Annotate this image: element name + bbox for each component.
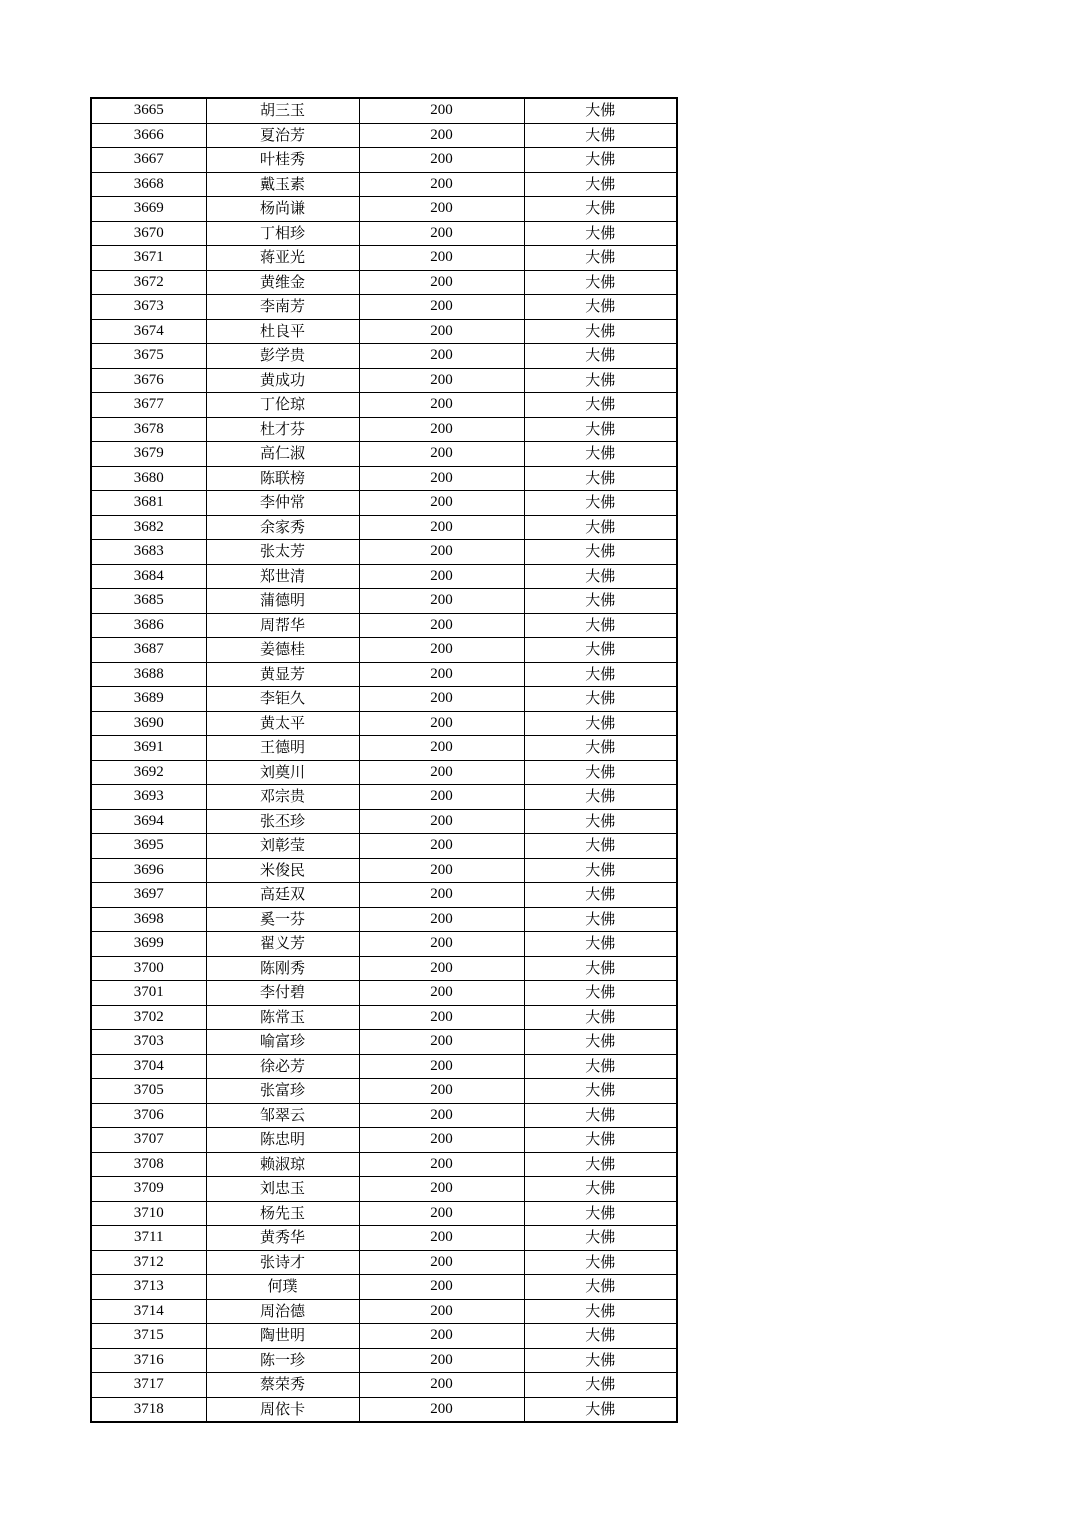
name-cell: 张富珍 bbox=[206, 1079, 359, 1104]
table-row bbox=[91, 1079, 677, 1104]
location-cell: 大佛 bbox=[524, 932, 677, 957]
location-cell: 大佛 bbox=[524, 1324, 677, 1349]
location-cell: 大佛 bbox=[524, 1373, 677, 1398]
location-cell: 大佛 bbox=[524, 1128, 677, 1153]
amount-cell: 200 bbox=[359, 1128, 524, 1153]
location-cell: 大佛 bbox=[524, 344, 677, 369]
location-cell: 大佛 bbox=[524, 1103, 677, 1128]
table-row bbox=[91, 907, 677, 932]
amount-cell: 200 bbox=[359, 687, 524, 712]
table-row bbox=[91, 981, 677, 1006]
name-cell: 李南芳 bbox=[206, 295, 359, 320]
name-cell: 周帮华 bbox=[206, 613, 359, 638]
name-cell: 米俊民 bbox=[206, 858, 359, 883]
row-number-cell: 3718 bbox=[91, 1397, 206, 1422]
amount-cell: 200 bbox=[359, 564, 524, 589]
row-number-cell: 3694 bbox=[91, 809, 206, 834]
location-cell: 大佛 bbox=[524, 466, 677, 491]
amount-cell: 200 bbox=[359, 1177, 524, 1202]
row-number-cell: 3705 bbox=[91, 1079, 206, 1104]
table-row bbox=[91, 270, 677, 295]
table-row bbox=[91, 1348, 677, 1373]
location-cell: 大佛 bbox=[524, 687, 677, 712]
location-cell: 大佛 bbox=[524, 1250, 677, 1275]
name-cell: 陈常玉 bbox=[206, 1005, 359, 1030]
amount-cell: 200 bbox=[359, 589, 524, 614]
table-row bbox=[91, 809, 677, 834]
name-cell: 黄太平 bbox=[206, 711, 359, 736]
name-cell: 邹翠云 bbox=[206, 1103, 359, 1128]
location-cell: 大佛 bbox=[524, 368, 677, 393]
table-row bbox=[91, 1177, 677, 1202]
location-cell: 大佛 bbox=[524, 1397, 677, 1422]
row-number-cell: 3702 bbox=[91, 1005, 206, 1030]
name-cell: 蔡荣秀 bbox=[206, 1373, 359, 1398]
table-row bbox=[91, 491, 677, 516]
data-table bbox=[90, 97, 678, 1423]
row-number-cell: 3699 bbox=[91, 932, 206, 957]
amount-cell: 200 bbox=[359, 1226, 524, 1251]
amount-cell: 200 bbox=[359, 368, 524, 393]
location-cell: 大佛 bbox=[524, 1299, 677, 1324]
table-row bbox=[91, 221, 677, 246]
name-cell: 蒲德明 bbox=[206, 589, 359, 614]
location-cell: 大佛 bbox=[524, 662, 677, 687]
row-number-cell: 3713 bbox=[91, 1275, 206, 1300]
row-number-cell: 3714 bbox=[91, 1299, 206, 1324]
row-number-cell: 3708 bbox=[91, 1152, 206, 1177]
location-cell: 大佛 bbox=[524, 221, 677, 246]
row-number-cell: 3680 bbox=[91, 466, 206, 491]
table-row bbox=[91, 736, 677, 761]
name-cell: 杨尚谦 bbox=[206, 197, 359, 222]
amount-cell: 200 bbox=[359, 1152, 524, 1177]
amount-cell: 200 bbox=[359, 638, 524, 663]
amount-cell: 200 bbox=[359, 344, 524, 369]
name-cell: 黄显芳 bbox=[206, 662, 359, 687]
location-cell: 大佛 bbox=[524, 1201, 677, 1226]
name-cell: 姜德桂 bbox=[206, 638, 359, 663]
table-row bbox=[91, 442, 677, 467]
location-cell: 大佛 bbox=[524, 589, 677, 614]
location-cell: 大佛 bbox=[524, 736, 677, 761]
amount-cell: 200 bbox=[359, 834, 524, 859]
amount-cell: 200 bbox=[359, 1397, 524, 1422]
location-cell: 大佛 bbox=[524, 1275, 677, 1300]
amount-cell: 200 bbox=[359, 1103, 524, 1128]
table-row bbox=[91, 319, 677, 344]
name-cell: 杜才芬 bbox=[206, 417, 359, 442]
name-cell: 赖淑琼 bbox=[206, 1152, 359, 1177]
amount-cell: 200 bbox=[359, 858, 524, 883]
table-row bbox=[91, 956, 677, 981]
row-number-cell: 3695 bbox=[91, 834, 206, 859]
table-row bbox=[91, 1397, 677, 1422]
table-row bbox=[91, 540, 677, 565]
name-cell: 黄成功 bbox=[206, 368, 359, 393]
name-cell: 张丕珍 bbox=[206, 809, 359, 834]
location-cell: 大佛 bbox=[524, 540, 677, 565]
location-cell: 大佛 bbox=[524, 270, 677, 295]
amount-cell: 200 bbox=[359, 1054, 524, 1079]
table-row bbox=[91, 1324, 677, 1349]
amount-cell: 200 bbox=[359, 466, 524, 491]
name-cell: 胡三玉 bbox=[206, 98, 359, 123]
location-cell: 大佛 bbox=[524, 295, 677, 320]
row-number-cell: 3697 bbox=[91, 883, 206, 908]
table-row bbox=[91, 1054, 677, 1079]
table-row bbox=[91, 638, 677, 663]
row-number-cell: 3678 bbox=[91, 417, 206, 442]
location-cell: 大佛 bbox=[524, 515, 677, 540]
name-cell: 彭学贵 bbox=[206, 344, 359, 369]
amount-cell: 200 bbox=[359, 270, 524, 295]
table-row bbox=[91, 883, 677, 908]
row-number-cell: 3700 bbox=[91, 956, 206, 981]
row-number-cell: 3683 bbox=[91, 540, 206, 565]
table-row bbox=[91, 711, 677, 736]
location-cell: 大佛 bbox=[524, 1152, 677, 1177]
name-cell: 张诗才 bbox=[206, 1250, 359, 1275]
location-cell: 大佛 bbox=[524, 319, 677, 344]
table-row bbox=[91, 1152, 677, 1177]
row-number-cell: 3685 bbox=[91, 589, 206, 614]
row-number-cell: 3689 bbox=[91, 687, 206, 712]
table-row bbox=[91, 858, 677, 883]
location-cell: 大佛 bbox=[524, 564, 677, 589]
table-row bbox=[91, 98, 677, 123]
location-cell: 大佛 bbox=[524, 858, 677, 883]
name-cell: 邓宗贵 bbox=[206, 785, 359, 810]
amount-cell: 200 bbox=[359, 319, 524, 344]
amount-cell: 200 bbox=[359, 197, 524, 222]
location-cell: 大佛 bbox=[524, 809, 677, 834]
location-cell: 大佛 bbox=[524, 98, 677, 123]
name-cell: 夏治芳 bbox=[206, 123, 359, 148]
amount-cell: 200 bbox=[359, 1250, 524, 1275]
table-row bbox=[91, 785, 677, 810]
row-number-cell: 3684 bbox=[91, 564, 206, 589]
name-cell: 李付碧 bbox=[206, 981, 359, 1006]
amount-cell: 200 bbox=[359, 736, 524, 761]
row-number-cell: 3677 bbox=[91, 393, 206, 418]
name-cell: 刘彰莹 bbox=[206, 834, 359, 859]
location-cell: 大佛 bbox=[524, 834, 677, 859]
table-row bbox=[91, 760, 677, 785]
amount-cell: 200 bbox=[359, 1373, 524, 1398]
amount-cell: 200 bbox=[359, 1275, 524, 1300]
table-row bbox=[91, 1275, 677, 1300]
name-cell: 刘忠玉 bbox=[206, 1177, 359, 1202]
name-cell: 叶桂秀 bbox=[206, 148, 359, 173]
location-cell: 大佛 bbox=[524, 417, 677, 442]
amount-cell: 200 bbox=[359, 393, 524, 418]
amount-cell: 200 bbox=[359, 246, 524, 271]
name-cell: 戴玉素 bbox=[206, 172, 359, 197]
row-number-cell: 3669 bbox=[91, 197, 206, 222]
location-cell: 大佛 bbox=[524, 613, 677, 638]
row-number-cell: 3709 bbox=[91, 1177, 206, 1202]
table-row bbox=[91, 148, 677, 173]
name-cell: 高仁淑 bbox=[206, 442, 359, 467]
location-cell: 大佛 bbox=[524, 393, 677, 418]
location-cell: 大佛 bbox=[524, 956, 677, 981]
location-cell: 大佛 bbox=[524, 1005, 677, 1030]
amount-cell: 200 bbox=[359, 956, 524, 981]
name-cell: 杨先玉 bbox=[206, 1201, 359, 1226]
table-row bbox=[91, 932, 677, 957]
amount-cell: 200 bbox=[359, 295, 524, 320]
name-cell: 陈刚秀 bbox=[206, 956, 359, 981]
name-cell: 陈忠明 bbox=[206, 1128, 359, 1153]
row-number-cell: 3715 bbox=[91, 1324, 206, 1349]
location-cell: 大佛 bbox=[524, 711, 677, 736]
table-row bbox=[91, 172, 677, 197]
location-cell: 大佛 bbox=[524, 907, 677, 932]
row-number-cell: 3707 bbox=[91, 1128, 206, 1153]
table-row bbox=[91, 515, 677, 540]
name-cell: 喻富珍 bbox=[206, 1030, 359, 1055]
name-cell: 李仲常 bbox=[206, 491, 359, 516]
location-cell: 大佛 bbox=[524, 1030, 677, 1055]
name-cell: 高廷双 bbox=[206, 883, 359, 908]
name-cell: 黄秀华 bbox=[206, 1226, 359, 1251]
row-number-cell: 3712 bbox=[91, 1250, 206, 1275]
table-row bbox=[91, 466, 677, 491]
location-cell: 大佛 bbox=[524, 197, 677, 222]
name-cell: 余家秀 bbox=[206, 515, 359, 540]
amount-cell: 200 bbox=[359, 785, 524, 810]
amount-cell: 200 bbox=[359, 760, 524, 785]
row-number-cell: 3717 bbox=[91, 1373, 206, 1398]
amount-cell: 200 bbox=[359, 221, 524, 246]
name-cell: 翟义芳 bbox=[206, 932, 359, 957]
table-row bbox=[91, 295, 677, 320]
name-cell: 郑世清 bbox=[206, 564, 359, 589]
table-row bbox=[91, 1299, 677, 1324]
table-row bbox=[91, 344, 677, 369]
table-row bbox=[91, 1250, 677, 1275]
name-cell: 李钜久 bbox=[206, 687, 359, 712]
name-cell: 周治德 bbox=[206, 1299, 359, 1324]
location-cell: 大佛 bbox=[524, 148, 677, 173]
amount-cell: 200 bbox=[359, 172, 524, 197]
amount-cell: 200 bbox=[359, 98, 524, 123]
row-number-cell: 3670 bbox=[91, 221, 206, 246]
table-row bbox=[91, 589, 677, 614]
amount-cell: 200 bbox=[359, 1348, 524, 1373]
row-number-cell: 3692 bbox=[91, 760, 206, 785]
amount-cell: 200 bbox=[359, 1201, 524, 1226]
amount-cell: 200 bbox=[359, 932, 524, 957]
row-number-cell: 3687 bbox=[91, 638, 206, 663]
amount-cell: 200 bbox=[359, 1005, 524, 1030]
amount-cell: 200 bbox=[359, 417, 524, 442]
row-number-cell: 3672 bbox=[91, 270, 206, 295]
location-cell: 大佛 bbox=[524, 442, 677, 467]
row-number-cell: 3667 bbox=[91, 148, 206, 173]
name-cell: 丁相珍 bbox=[206, 221, 359, 246]
location-cell: 大佛 bbox=[524, 491, 677, 516]
table-row bbox=[91, 1103, 677, 1128]
name-cell: 王德明 bbox=[206, 736, 359, 761]
amount-cell: 200 bbox=[359, 1299, 524, 1324]
location-cell: 大佛 bbox=[524, 981, 677, 1006]
name-cell: 杜良平 bbox=[206, 319, 359, 344]
name-cell: 黄维金 bbox=[206, 270, 359, 295]
table-row bbox=[91, 564, 677, 589]
row-number-cell: 3679 bbox=[91, 442, 206, 467]
amount-cell: 200 bbox=[359, 711, 524, 736]
amount-cell: 200 bbox=[359, 1079, 524, 1104]
location-cell: 大佛 bbox=[524, 1226, 677, 1251]
amount-cell: 200 bbox=[359, 981, 524, 1006]
table-body bbox=[91, 98, 677, 1422]
name-cell: 陶世明 bbox=[206, 1324, 359, 1349]
row-number-cell: 3676 bbox=[91, 368, 206, 393]
amount-cell: 200 bbox=[359, 123, 524, 148]
table-row bbox=[91, 834, 677, 859]
amount-cell: 200 bbox=[359, 515, 524, 540]
table-row bbox=[91, 613, 677, 638]
name-cell: 张太芳 bbox=[206, 540, 359, 565]
location-cell: 大佛 bbox=[524, 1348, 677, 1373]
amount-cell: 200 bbox=[359, 662, 524, 687]
row-number-cell: 3701 bbox=[91, 981, 206, 1006]
row-number-cell: 3696 bbox=[91, 858, 206, 883]
table-row bbox=[91, 1005, 677, 1030]
name-cell: 陈联榜 bbox=[206, 466, 359, 491]
row-number-cell: 3706 bbox=[91, 1103, 206, 1128]
row-number-cell: 3674 bbox=[91, 319, 206, 344]
row-number-cell: 3665 bbox=[91, 98, 206, 123]
table-row bbox=[91, 662, 677, 687]
table-row bbox=[91, 687, 677, 712]
row-number-cell: 3711 bbox=[91, 1226, 206, 1251]
location-cell: 大佛 bbox=[524, 172, 677, 197]
amount-cell: 200 bbox=[359, 613, 524, 638]
amount-cell: 200 bbox=[359, 1324, 524, 1349]
location-cell: 大佛 bbox=[524, 760, 677, 785]
table-row bbox=[91, 123, 677, 148]
amount-cell: 200 bbox=[359, 540, 524, 565]
location-cell: 大佛 bbox=[524, 785, 677, 810]
location-cell: 大佛 bbox=[524, 246, 677, 271]
table-row bbox=[91, 393, 677, 418]
amount-cell: 200 bbox=[359, 491, 524, 516]
amount-cell: 200 bbox=[359, 1030, 524, 1055]
row-number-cell: 3688 bbox=[91, 662, 206, 687]
table-row bbox=[91, 197, 677, 222]
location-cell: 大佛 bbox=[524, 123, 677, 148]
row-number-cell: 3668 bbox=[91, 172, 206, 197]
row-number-cell: 3666 bbox=[91, 123, 206, 148]
row-number-cell: 3698 bbox=[91, 907, 206, 932]
amount-cell: 200 bbox=[359, 883, 524, 908]
name-cell: 奚一芬 bbox=[206, 907, 359, 932]
row-number-cell: 3671 bbox=[91, 246, 206, 271]
table-row bbox=[91, 1030, 677, 1055]
table-row bbox=[91, 1201, 677, 1226]
amount-cell: 200 bbox=[359, 809, 524, 834]
name-cell: 徐必芳 bbox=[206, 1054, 359, 1079]
location-cell: 大佛 bbox=[524, 1177, 677, 1202]
row-number-cell: 3693 bbox=[91, 785, 206, 810]
location-cell: 大佛 bbox=[524, 638, 677, 663]
location-cell: 大佛 bbox=[524, 1079, 677, 1104]
table-row bbox=[91, 417, 677, 442]
table-row bbox=[91, 1128, 677, 1153]
table-row bbox=[91, 246, 677, 271]
row-number-cell: 3691 bbox=[91, 736, 206, 761]
table-row bbox=[91, 1226, 677, 1251]
name-cell: 何璞 bbox=[206, 1275, 359, 1300]
row-number-cell: 3703 bbox=[91, 1030, 206, 1055]
row-number-cell: 3704 bbox=[91, 1054, 206, 1079]
location-cell: 大佛 bbox=[524, 883, 677, 908]
table-row bbox=[91, 368, 677, 393]
row-number-cell: 3673 bbox=[91, 295, 206, 320]
row-number-cell: 3681 bbox=[91, 491, 206, 516]
name-cell: 刘奠川 bbox=[206, 760, 359, 785]
row-number-cell: 3690 bbox=[91, 711, 206, 736]
name-cell: 周依卡 bbox=[206, 1397, 359, 1422]
amount-cell: 200 bbox=[359, 148, 524, 173]
row-number-cell: 3710 bbox=[91, 1201, 206, 1226]
table-row bbox=[91, 1373, 677, 1398]
amount-cell: 200 bbox=[359, 442, 524, 467]
amount-cell: 200 bbox=[359, 907, 524, 932]
location-cell: 大佛 bbox=[524, 1054, 677, 1079]
row-number-cell: 3682 bbox=[91, 515, 206, 540]
name-cell: 陈一珍 bbox=[206, 1348, 359, 1373]
name-cell: 蒋亚光 bbox=[206, 246, 359, 271]
row-number-cell: 3686 bbox=[91, 613, 206, 638]
row-number-cell: 3675 bbox=[91, 344, 206, 369]
row-number-cell: 3716 bbox=[91, 1348, 206, 1373]
name-cell: 丁伦琼 bbox=[206, 393, 359, 418]
